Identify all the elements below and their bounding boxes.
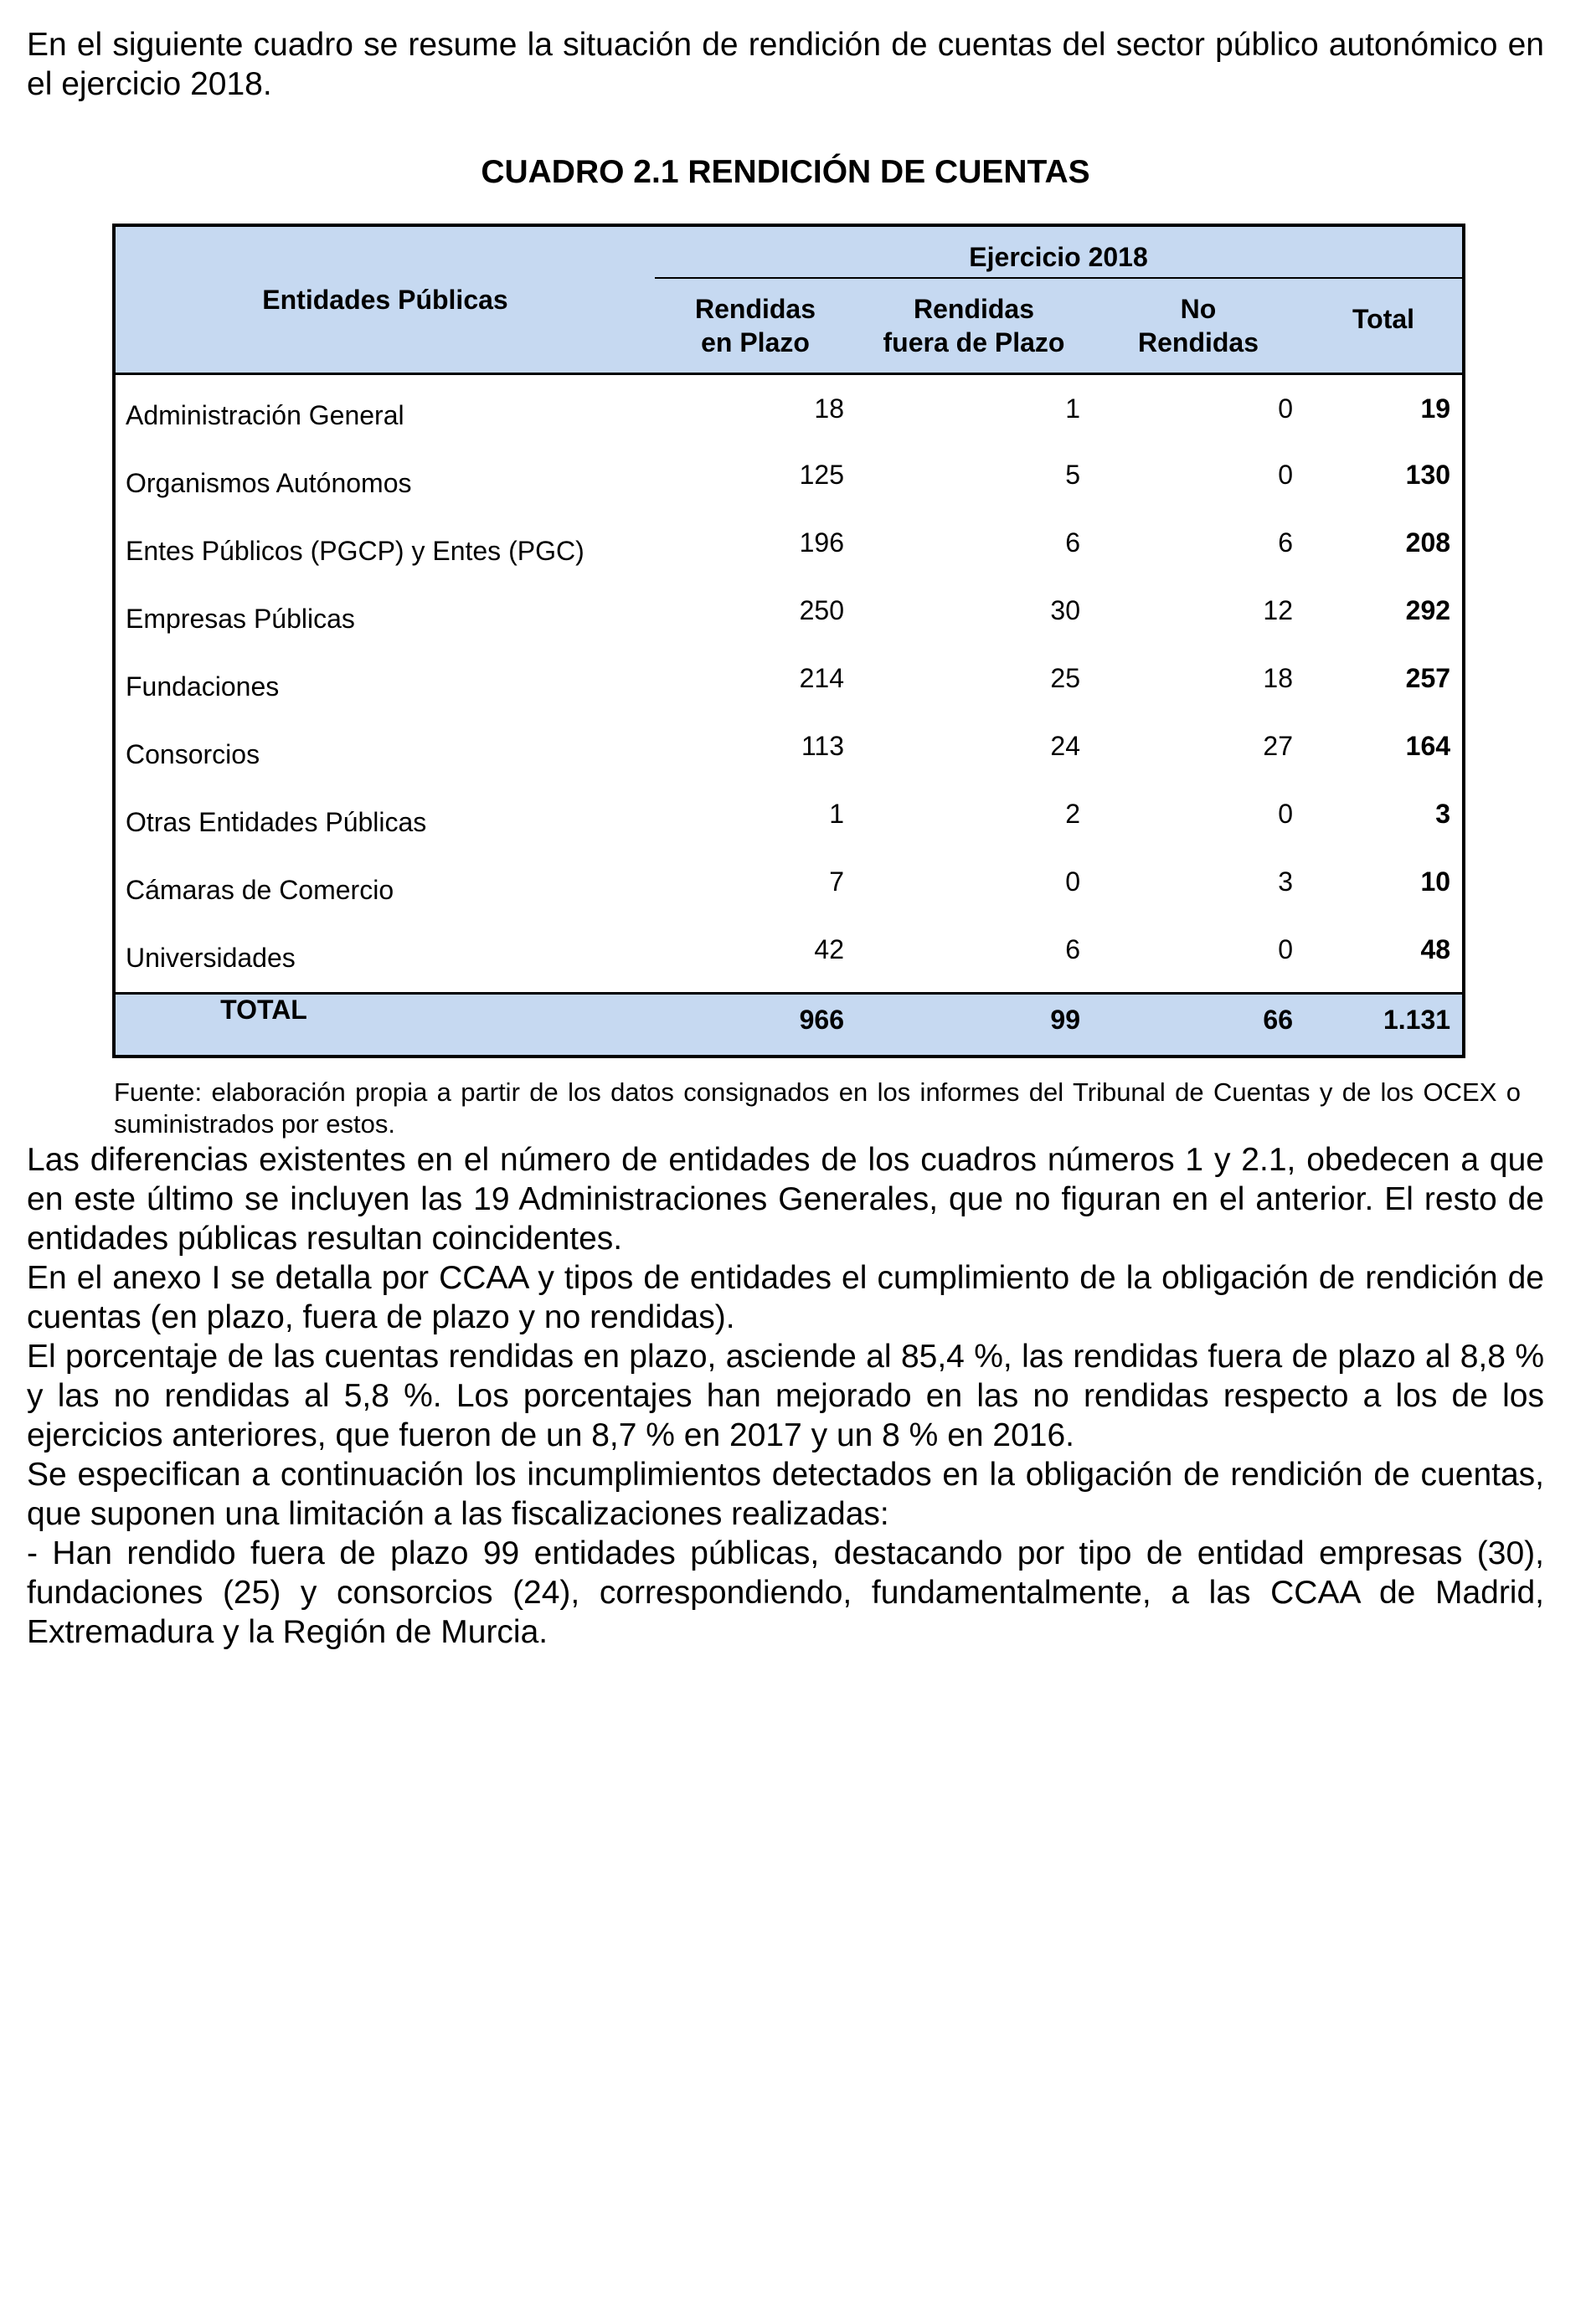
row-en-plazo: 1 bbox=[829, 799, 844, 829]
row-entity: Empresas Públicas bbox=[126, 604, 355, 634]
row-fuera-plazo: 6 bbox=[1065, 527, 1080, 558]
row-total: 257 bbox=[1405, 663, 1451, 693]
row-entity: Consorcios bbox=[126, 739, 260, 769]
row-fuera-plazo: 24 bbox=[1050, 731, 1080, 761]
header-en-plazo bbox=[655, 278, 856, 374]
row-total: 130 bbox=[1405, 460, 1451, 490]
row-no-rendidas: 0 bbox=[1278, 393, 1293, 424]
row-fuera-plazo: 5 bbox=[1065, 460, 1080, 490]
header-group-year: Ejercicio 2018 bbox=[655, 225, 1464, 278]
row-en-plazo: 113 bbox=[801, 731, 844, 761]
row-en-plazo: 196 bbox=[799, 527, 844, 558]
paragraph-annex: En el anexo I se detalla por CCAA y tipos de entidades el cumplimiento de la obligación de rendición de cuentas (en plazo, fuera de plazo y no rendidas). bbox=[27, 1260, 1544, 1335]
row-en-plazo: 42 bbox=[814, 934, 844, 964]
row-no-rendidas: 6 bbox=[1278, 527, 1293, 558]
table-caption: CUADRO 2.1 RENDICIÓN DE CUENTAS bbox=[481, 154, 1090, 190]
row-entity: Organismos Autónomos bbox=[126, 468, 412, 498]
table-total-row bbox=[114, 994, 1464, 1057]
table-source-note: Fuente: elaboración propia a partir de los datos consignados en los informes del Tribunal de Cuentas y de los OCEX o suministrados por estos. bbox=[114, 1077, 1521, 1139]
header-en-plazo-line2: en Plazo bbox=[701, 327, 810, 357]
table-row bbox=[114, 517, 1464, 585]
row-en-plazo: 125 bbox=[799, 460, 844, 490]
document-page bbox=[27, 25, 1544, 1652]
total-fuera-plazo: 99 bbox=[856, 994, 1092, 1057]
total-en-plazo: 966 bbox=[655, 994, 856, 1057]
row-total: 10 bbox=[1420, 866, 1451, 897]
header-en-plazo-line1: Rendidas bbox=[694, 294, 816, 324]
row-entity: Universidades bbox=[126, 943, 296, 973]
total-total: 1.131 bbox=[1305, 994, 1464, 1057]
header-fuera-line2: fuera de Plazo bbox=[883, 327, 1065, 357]
table-row bbox=[114, 653, 1464, 721]
table-row bbox=[114, 450, 1464, 517]
row-en-plazo: 18 bbox=[814, 393, 844, 424]
header-fuera-line1: Rendidas bbox=[913, 294, 1035, 324]
header-total: Total bbox=[1305, 278, 1464, 374]
total-no-rendidas: 66 bbox=[1092, 994, 1305, 1057]
row-no-rendidas: 0 bbox=[1278, 934, 1293, 964]
row-no-rendidas: 27 bbox=[1263, 731, 1293, 761]
row-en-plazo: 214 bbox=[799, 663, 844, 693]
header-no-line2: Rendidas bbox=[1137, 327, 1259, 357]
table-row bbox=[114, 924, 1464, 994]
row-fuera-plazo: 6 bbox=[1065, 934, 1080, 964]
row-no-rendidas: 18 bbox=[1263, 663, 1293, 693]
row-entity: Fundaciones bbox=[126, 671, 280, 702]
intro-paragraph: En el siguiente cuadro se resume la situación de rendición de cuentas del sector público autonómico en el ejercicio 2018. bbox=[27, 27, 1544, 102]
header-entities: Entidades Públicas bbox=[114, 225, 655, 374]
paragraph-noncompliance-intro: Se especifican a continuación los incumplimientos detectados en la obligación de rendición de cuentas, que suponen una limitación a las fiscalizaciones realizadas: bbox=[27, 1457, 1544, 1532]
paragraph-differences: Las diferencias existentes en el número de entidades de los cuadros números 1 y 2.1, obedecen a que en este último se incluyen las 19 Administraciones Generales, que no figuran en el anterior. El resto de entidades públicas resultan coincidentes. bbox=[27, 1142, 1544, 1257]
row-fuera-plazo: 2 bbox=[1065, 799, 1080, 829]
row-entity: Cámaras de Comercio bbox=[126, 875, 394, 905]
row-total: 292 bbox=[1405, 595, 1451, 625]
row-total: 3 bbox=[1435, 799, 1451, 829]
row-no-rendidas: 3 bbox=[1278, 866, 1293, 897]
row-fuera-plazo: 1 bbox=[1065, 393, 1080, 424]
row-no-rendidas: 0 bbox=[1278, 799, 1293, 829]
row-entity: Entes Públicos (PGCP) y Entes (PGC) bbox=[126, 536, 584, 566]
header-no-rendidas bbox=[1092, 278, 1305, 374]
row-fuera-plazo: 30 bbox=[1050, 595, 1080, 625]
table-row bbox=[114, 374, 1464, 450]
row-entity: Administración General bbox=[126, 400, 404, 430]
row-en-plazo: 7 bbox=[829, 866, 844, 897]
header-no-line1: No bbox=[1180, 294, 1217, 324]
row-fuera-plazo: 0 bbox=[1065, 866, 1080, 897]
row-total: 19 bbox=[1420, 393, 1451, 424]
row-en-plazo: 250 bbox=[799, 595, 844, 625]
paragraph-late-entities: - Han rendido fuera de plazo 99 entidades públicas, destacando por tipo de entidad empresas (30), fundaciones (25) y consorcios (24), correspondiendo, fundamentalmente, a las CCAA de Madrid, Extremadura y la Región de Murcia. bbox=[27, 1535, 1544, 1650]
row-entity: Otras Entidades Públicas bbox=[126, 807, 427, 837]
row-no-rendidas: 0 bbox=[1278, 460, 1293, 490]
row-fuera-plazo: 25 bbox=[1050, 663, 1080, 693]
accounts-table-wrapper bbox=[112, 224, 1462, 1058]
paragraph-percentages: El porcentaje de las cuentas rendidas en plazo, asciende al 85,4 %, las rendidas fuera de plazo al 8,8 % y las no rendidas al 5,8 %. Los porcentajes han mejorado en las no rendidas respecto a los de los ejercicios anteriores, que fueron de un 8,7 % en 2017 y un 8 % en 2016. bbox=[27, 1339, 1544, 1453]
accounts-table bbox=[112, 224, 1465, 1058]
row-total: 208 bbox=[1405, 527, 1451, 558]
total-label: TOTAL bbox=[114, 994, 655, 1057]
row-no-rendidas: 12 bbox=[1263, 595, 1293, 625]
table-row bbox=[114, 789, 1464, 856]
row-total: 48 bbox=[1420, 934, 1451, 964]
table-row bbox=[114, 585, 1464, 653]
row-total: 164 bbox=[1405, 731, 1451, 761]
table-row bbox=[114, 721, 1464, 789]
header-fuera-plazo bbox=[856, 278, 1092, 374]
table-row bbox=[114, 856, 1464, 924]
